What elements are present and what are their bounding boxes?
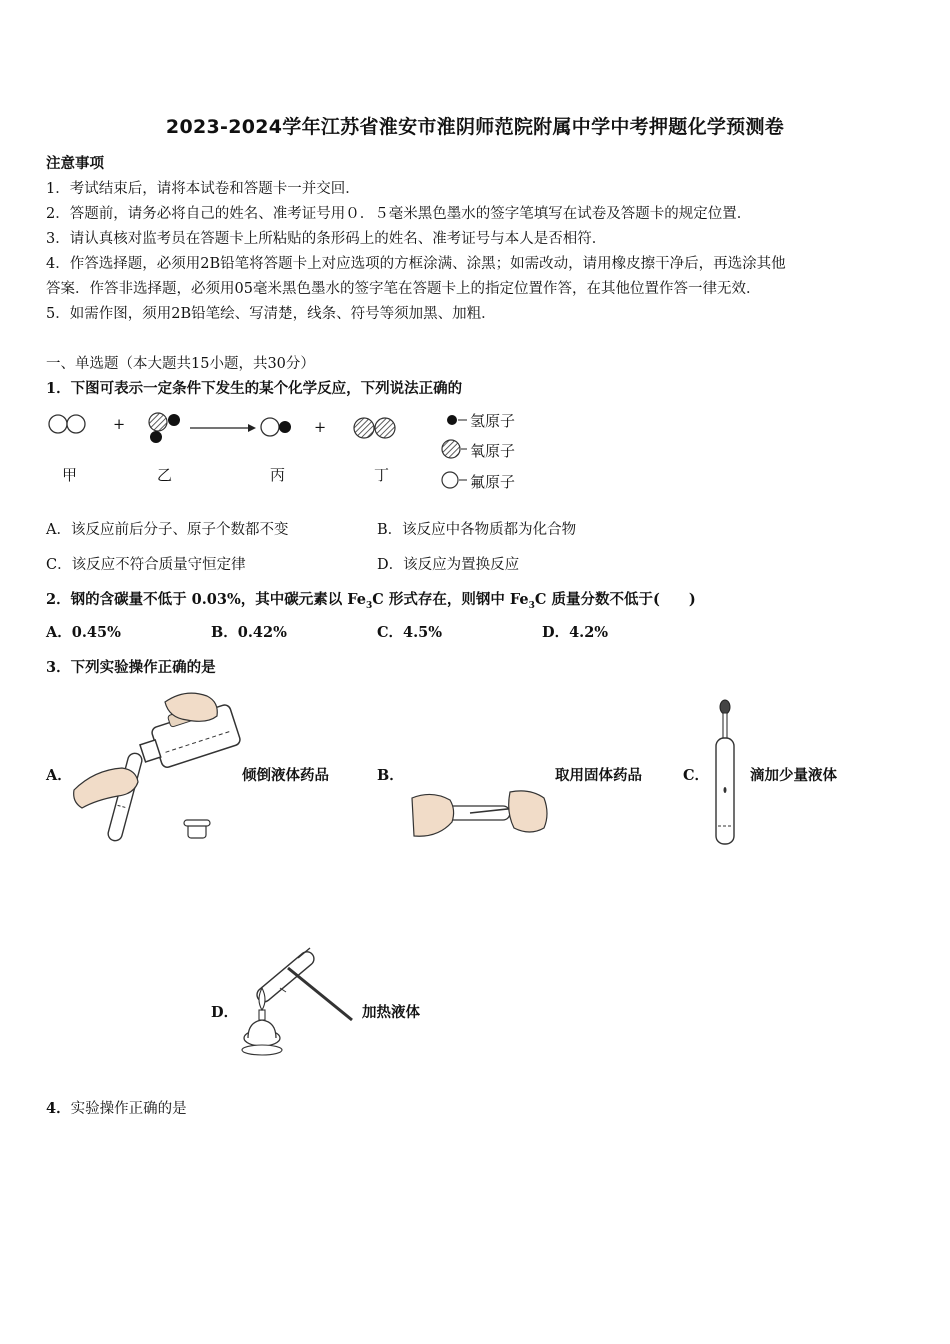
dropper-illustration bbox=[710, 698, 745, 848]
label-ding: 丁 bbox=[374, 466, 390, 484]
q1-option-d[interactable]: D．该反应为置换反应 bbox=[377, 557, 520, 573]
pouring-liquid-illustration bbox=[70, 682, 245, 847]
reaction-arrow bbox=[190, 424, 256, 432]
molecule-bing bbox=[261, 418, 291, 436]
heating-liquid-illustration bbox=[240, 940, 360, 1060]
label-jia: 甲 bbox=[62, 466, 78, 484]
q2-option-a[interactable]: A．0.45% bbox=[46, 624, 121, 641]
plus-sign: + bbox=[314, 420, 327, 436]
q3-option-b-letter[interactable]: B． bbox=[377, 767, 404, 784]
notice-item: 5．如需作图，须用2B铅笔绘、写清楚，线条、符号等须加黑、加粗． bbox=[46, 306, 496, 322]
q1-stem: 1．下图可表示一定条件下发生的某个化学反应，下列说法正确的 bbox=[46, 380, 463, 397]
q1-option-a[interactable]: A．该反应前后分子、原子个数都不变 bbox=[46, 522, 289, 538]
legend-hydrogen-icon bbox=[447, 415, 467, 425]
molecule-jia bbox=[49, 415, 85, 433]
q2-option-b[interactable]: B．0.42% bbox=[211, 624, 287, 641]
legend-hydrogen: 氢原子 bbox=[470, 412, 516, 430]
q3-option-d-letter[interactable]: D． bbox=[211, 1004, 239, 1021]
q2-stem: 2．钢的含碳量不低于 0.03%，其中碳元素以 $Fe_3C$ 形式存在，则钢中 $Fe_3C$ 质量分数不低于( ) bbox=[46, 591, 696, 611]
notice-item: 2．答题前，请务必将自己的姓名、准考证号用０．５毫米黑色墨水的签字笔填写在试卷及答题卡的规定位置． bbox=[46, 206, 752, 222]
q1-option-c[interactable]: C．该反应不符合质量守恒定律 bbox=[46, 557, 246, 573]
q2-option-d[interactable]: D．4.2% bbox=[542, 624, 609, 641]
q3-option-d-caption: 加热液体 bbox=[362, 1004, 420, 1021]
q3-option-a-letter[interactable]: A． bbox=[46, 767, 72, 784]
plus-sign: + bbox=[113, 417, 126, 433]
label-bing: 丙 bbox=[270, 466, 286, 484]
notice-item: 1．考试结束后，请将本试卷和答题卡一并交回． bbox=[46, 181, 360, 197]
q3-option-a-caption: 倾倒液体药品 bbox=[242, 767, 329, 784]
label-yi: 乙 bbox=[157, 466, 173, 484]
q3-option-c-caption: 滴加少量液体 bbox=[750, 767, 837, 784]
legend-fluorine: 氟原子 bbox=[470, 473, 516, 491]
q3-stem: 3．下列实验操作正确的是 bbox=[46, 659, 216, 676]
notice-item: 答案．作答非选择题，必须用05毫米黑色墨水的签字笔在答题卡上的指定位置作答，在其他位置作答一律无效． bbox=[46, 281, 761, 297]
solid-reagent-illustration bbox=[410, 788, 550, 843]
molecule-ding bbox=[354, 418, 395, 438]
page-title: 2023-2024学年江苏省淮安市淮阴师范院附属中学中考押题化学预测卷 bbox=[165, 116, 785, 138]
notice-heading: 注意事项 bbox=[46, 155, 104, 172]
q1-option-b[interactable]: B．该反应中各物质都为化合物 bbox=[377, 522, 577, 538]
q3-option-c-letter[interactable]: C． bbox=[683, 767, 710, 784]
q2-option-c[interactable]: C．4.5% bbox=[377, 624, 443, 641]
notice-item: 3．请认真核对监考员在答题卡上所粘贴的条形码上的姓名、准考证号与本人是否相符． bbox=[46, 231, 607, 247]
q3-option-b-caption: 取用固体药品 bbox=[555, 767, 642, 784]
legend-oxygen: 氧原子 bbox=[470, 442, 516, 460]
notice-item: 4．作答选择题，必须用2B铅笔将答题卡上对应选项的方框涂满、涂黑；如需改动，请用橡皮擦干净后，再选涂其他 bbox=[46, 256, 786, 272]
molecule-yi bbox=[149, 413, 180, 443]
legend-oxygen-icon bbox=[442, 440, 467, 458]
legend-fluorine-icon bbox=[442, 472, 467, 488]
q4-stem: 4．实验操作正确的是 bbox=[46, 1100, 187, 1117]
section-heading: 一、单选题（本大题共15小题，共30分） bbox=[46, 356, 315, 372]
